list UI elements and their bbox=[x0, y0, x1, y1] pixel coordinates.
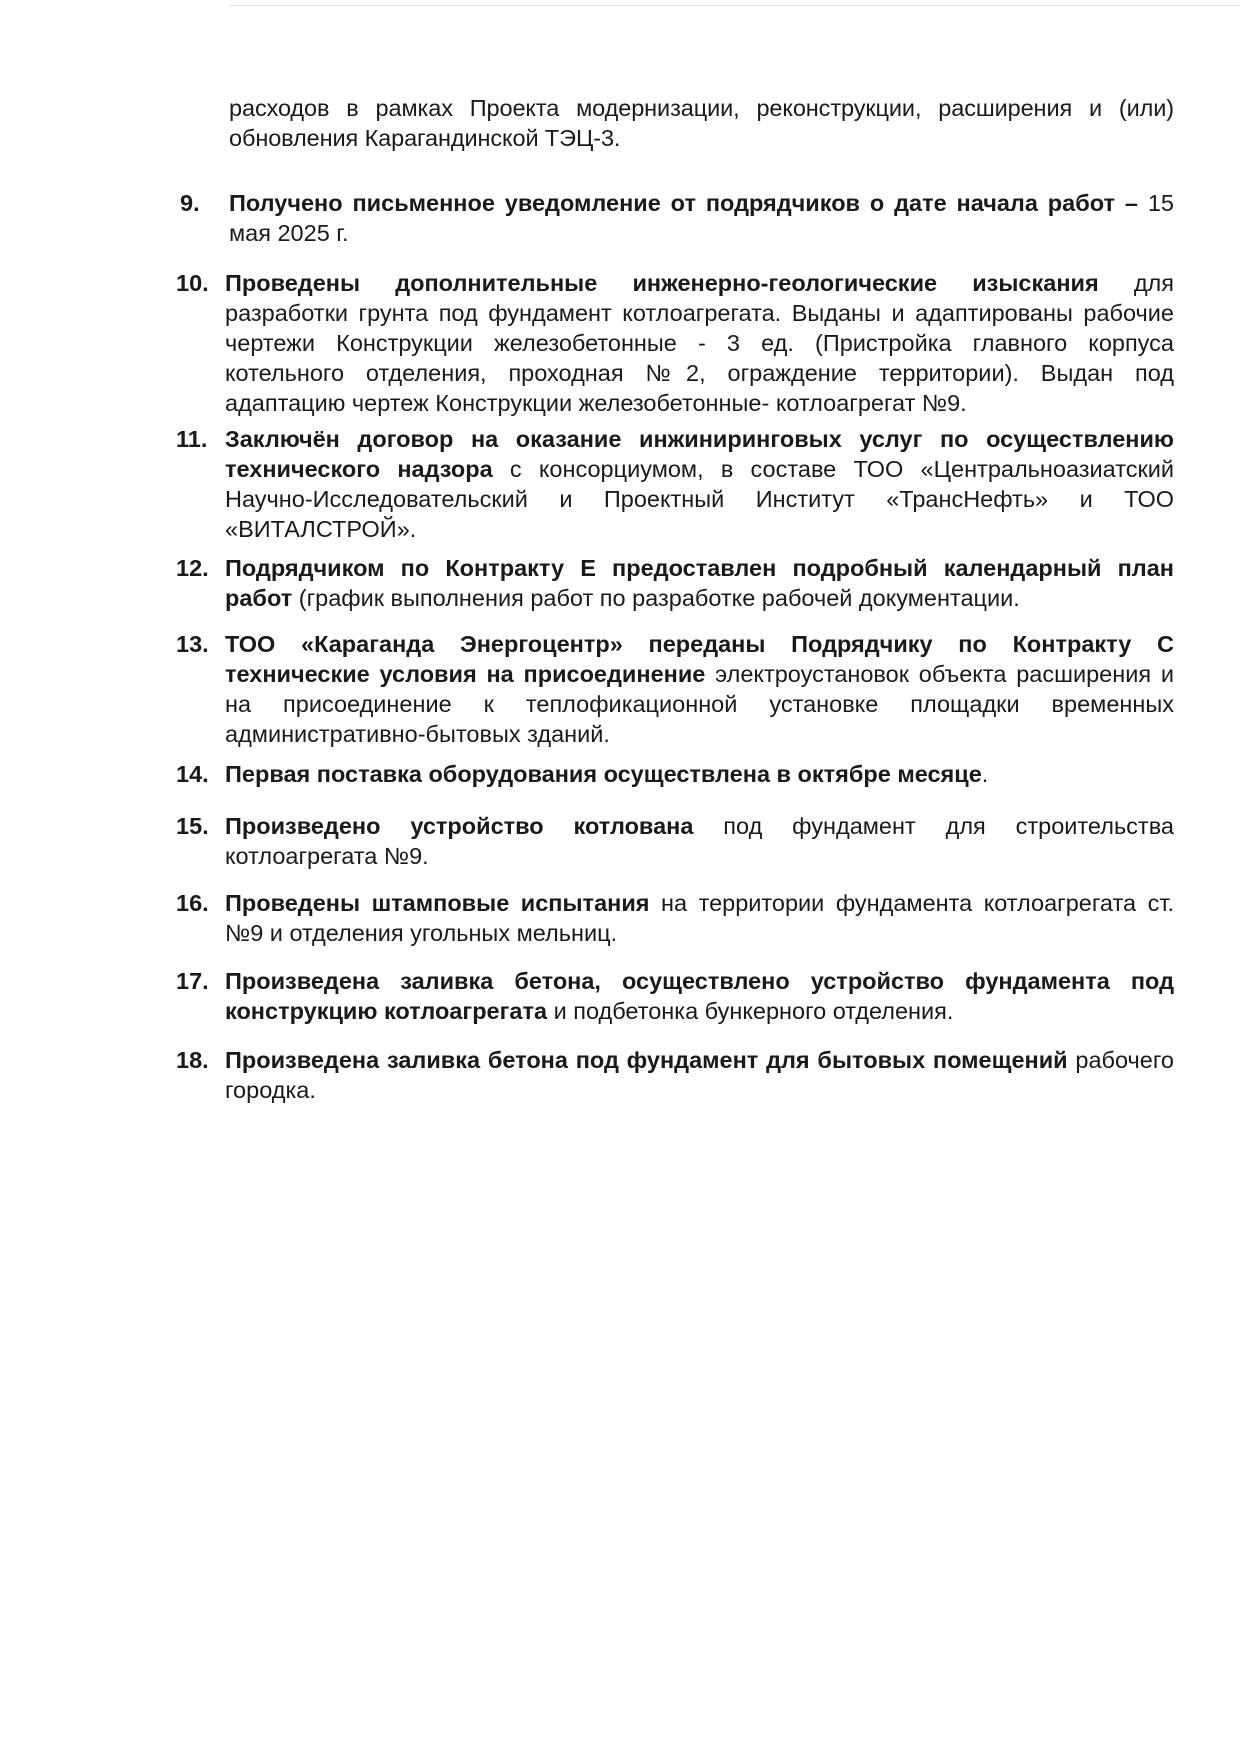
item-bold-text: Получено письменное уведомление от подрядчиков о дате начала работ – bbox=[229, 190, 1138, 216]
item-text: для разработки грунта под фундамент котлоагрегата. Выданы и адаптированы рабочие чертежи Конструкции железобетонные - 3 ед. (Пристройка главного корпуса котельного отделения, проходная №2, ограждение территории). Выдан под адаптацию чертеж Конструкции железобетонные- котлоагрегат №9. bbox=[225, 270, 1174, 416]
item-body bbox=[225, 553, 1174, 613]
item-text: . bbox=[981, 761, 989, 787]
item-text: рабочего городка. bbox=[225, 1047, 1174, 1103]
item-body bbox=[225, 966, 1174, 1026]
item-bold-text: Первая поставка оборудования осуществлена в октябре месяце bbox=[225, 761, 982, 787]
list-item-12 bbox=[176, 553, 1174, 613]
item-number: 12. bbox=[176, 555, 209, 581]
item-number: 9. bbox=[180, 190, 200, 216]
item-body bbox=[225, 629, 1174, 749]
item-body bbox=[225, 268, 1174, 418]
item-number: 18. bbox=[176, 1047, 209, 1073]
list-item-16 bbox=[176, 888, 1175, 948]
item-body bbox=[225, 811, 1174, 871]
list-item-18 bbox=[176, 1045, 1174, 1105]
item-bold-text: Подрядчиком по Контракту Е предоставлен подробный календарный план работ bbox=[225, 555, 1174, 611]
item-text: (график выполнения работ по разработке рабочей документации. bbox=[292, 585, 1020, 611]
item-text: с консорциумом, в составе ТОО «Центральноазиатский Научно-Исследовательский и Проектный Институт «ТрансНефть» и ТОО «ВИТАЛСТРОЙ». bbox=[225, 456, 1175, 542]
list-item-11 bbox=[176, 424, 1175, 544]
item-bold-text: Произведена заливка бетона, осуществлено устройство фундамента под конструкцию котлоагрегата bbox=[225, 968, 1174, 1024]
item-number: 17. bbox=[176, 968, 209, 994]
item-bold-text: Произведена заливка бетона под фундамент для бытовых помещений bbox=[225, 1047, 1068, 1073]
item-text: 15 мая 2025 г. bbox=[229, 190, 1174, 246]
item-body bbox=[225, 1045, 1174, 1105]
item-body bbox=[225, 424, 1174, 544]
list-item-9 bbox=[180, 188, 1174, 248]
item-body bbox=[229, 188, 1174, 248]
item-text: на территории фундамента котлоагрегата ст.№9 и отделения угольных мельниц. bbox=[225, 890, 1175, 946]
item-text: электроустановок объекта расширения и на присоединение к теплофикационной установке площадки временных административно-бытовых зданий. bbox=[225, 661, 1174, 747]
list-item-10 bbox=[176, 268, 1174, 418]
item-number: 13. bbox=[176, 631, 209, 657]
list-item-17 bbox=[176, 966, 1174, 1026]
item-text: под фундамент для строительства котлоагрегата №9. bbox=[225, 813, 1174, 869]
item-number: 11. bbox=[176, 426, 208, 452]
item-bold-text: Проведены дополнительные инженерно-геологические изыскания bbox=[225, 270, 1099, 296]
item-bold-text: ТОО «Караганда Энергоцентр» переданы Подрядчику по Контракту С технические условия на присоединение bbox=[225, 631, 1174, 687]
item-body bbox=[225, 759, 1174, 789]
item-body bbox=[225, 888, 1174, 948]
list-item-13 bbox=[176, 629, 1174, 749]
item-bold-text: Произведено устройство котлована bbox=[225, 813, 694, 839]
item-number: 15. bbox=[176, 813, 209, 839]
intro-paragraph: расходов в рамках Проекта модернизации, реконструкции, расширения и (или) обновления Карагандинской ТЭЦ-3. bbox=[229, 95, 1174, 151]
item-number: 16. bbox=[176, 890, 209, 916]
item-bold-text: Проведены штамповые испытания bbox=[225, 890, 650, 916]
item-number: 10. bbox=[176, 270, 209, 296]
item-bold-text: Заключён договор на оказание инжиниринговых услуг по осуществлению технического надзора bbox=[225, 426, 1174, 482]
scan-edge-line bbox=[230, 5, 1240, 6]
list-item-14 bbox=[176, 759, 1174, 789]
list-item-15 bbox=[176, 811, 1174, 871]
item-number: 14. bbox=[176, 761, 209, 787]
item-text: и подбетонка бункерного отделения. bbox=[547, 998, 954, 1024]
